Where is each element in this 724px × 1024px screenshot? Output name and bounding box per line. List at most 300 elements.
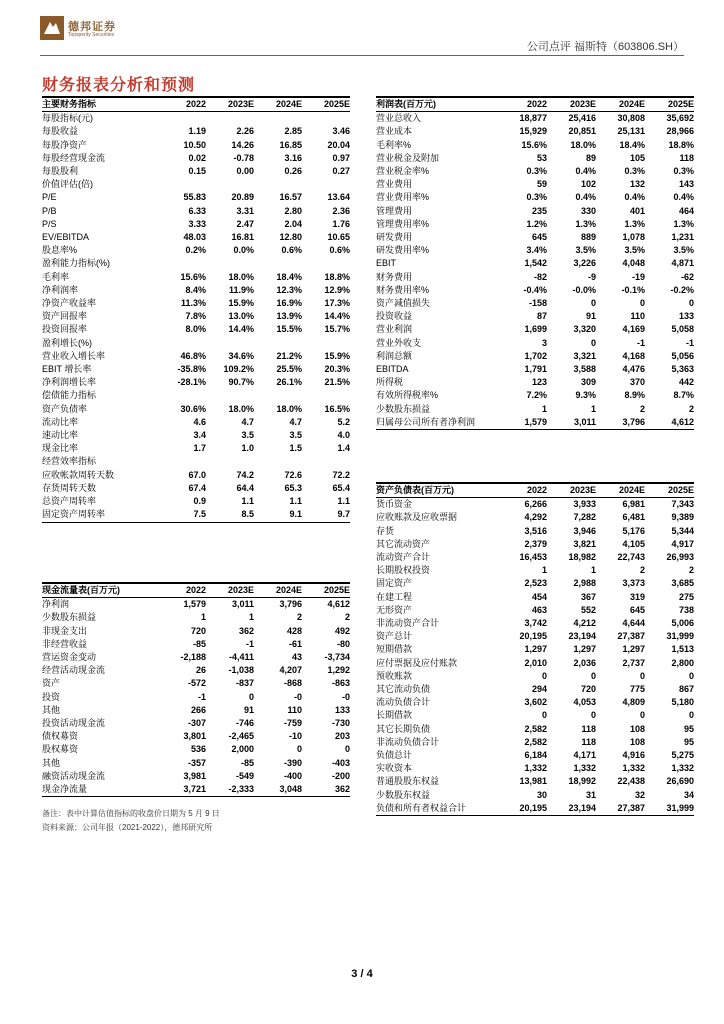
row-label: 少数股东损益 [42, 612, 97, 623]
cell-value: 1,292 [327, 665, 350, 676]
row-label: 财务费用 [376, 271, 413, 282]
year-header: 2024E [596, 483, 645, 498]
row-label: EBIT 增长率 [42, 364, 92, 375]
row-label: EBIT [376, 258, 397, 269]
cell-value: 454 [531, 591, 547, 602]
table-row [42, 482, 350, 495]
cell-value: -85 [192, 638, 206, 649]
cell-value: 110 [630, 311, 645, 322]
table-row [376, 564, 694, 577]
cell-value: 401 [629, 205, 645, 216]
cell-value: 4,871 [671, 258, 694, 269]
cell-value: 13.64 [327, 192, 350, 203]
cell-value: 0.4% [673, 192, 694, 203]
row-label: 管理费用 [376, 205, 413, 216]
cell-value: 370 [629, 377, 645, 388]
cell-value: 108 [629, 736, 645, 747]
cell-value: 5,058 [671, 324, 694, 335]
cell-value: -307 [187, 718, 206, 729]
cell-value: 55.83 [183, 192, 206, 203]
cell-value: 3,801 [183, 731, 206, 742]
table-row [42, 783, 350, 797]
cell-value: 3,685 [671, 578, 694, 589]
row-label: P/E [42, 192, 57, 203]
cell-value: 18.0% [228, 271, 254, 282]
table-row [42, 743, 350, 756]
cell-value: 5,176 [622, 525, 645, 536]
table-row [376, 297, 694, 310]
cell-value: 1 [200, 612, 206, 623]
cell-value: 3,933 [573, 499, 596, 510]
cell-value: 18.4% [276, 271, 302, 282]
row-label: 资产减值损失 [376, 298, 431, 309]
cell-value: 6,184 [524, 750, 547, 761]
cell-value: 4,105 [622, 538, 645, 549]
row-label: 财务费用率% [376, 284, 430, 295]
cell-value: 1,297 [573, 644, 596, 655]
cell-value: 1,702 [524, 350, 547, 361]
table-row [376, 802, 694, 816]
cell-value: 3,588 [573, 364, 596, 375]
cell-value [254, 178, 302, 191]
cell-value [302, 178, 350, 191]
cell-value: 4,916 [622, 750, 645, 761]
cell-value [254, 112, 302, 126]
cell-value: 4,212 [573, 618, 596, 629]
cell-value: 12.80 [279, 232, 302, 243]
cell-value: 3,320 [573, 324, 596, 335]
cell-value: 11.3% [180, 298, 206, 309]
cell-value: 15.6% [521, 139, 547, 150]
row-label: EBITDA [376, 364, 409, 375]
cell-value: 1,332 [524, 763, 547, 774]
table-row [376, 577, 694, 590]
cell-value: 14.4% [228, 324, 254, 335]
table-row [376, 498, 694, 512]
cell-value: 11.9% [228, 284, 254, 295]
cell-value: 1,542 [524, 258, 547, 269]
cell-value: -759 [283, 718, 302, 729]
cell-value: 20,195 [519, 631, 547, 642]
row-label: 长期股权投资 [376, 565, 431, 576]
cell-value: 30.6% [180, 403, 206, 414]
cell-value: 18,877 [519, 113, 547, 124]
cell-value: 1.4 [337, 443, 350, 454]
row-label: 投资活动现金流 [42, 718, 106, 729]
cell-value: 362 [238, 625, 254, 636]
cell-value: 25,416 [568, 113, 596, 124]
cell-value [206, 257, 254, 270]
row-label: 每股经营现金流 [42, 152, 106, 163]
table-row [42, 664, 350, 677]
cell-value: 21.5% [324, 377, 350, 388]
table-row [42, 638, 350, 651]
table-row [42, 717, 350, 730]
cell-value: 22,743 [617, 552, 645, 563]
cell-value: -572 [187, 678, 206, 689]
cell-value: 16.81 [231, 232, 254, 243]
row-label: 净利润增长率 [42, 377, 97, 388]
cell-value: -4,411 [228, 652, 254, 663]
cell-value: 13,981 [519, 776, 547, 787]
cell-value: -400 [283, 770, 302, 781]
table-row [42, 191, 350, 204]
cell-value: 8.0% [185, 324, 206, 335]
table-row [42, 611, 350, 624]
cell-value: 0 [639, 298, 645, 309]
cell-value: 3.5 [289, 430, 302, 441]
cell-value: 4,612 [327, 599, 350, 610]
cell-value [254, 337, 302, 350]
row-label: 其它流动资产 [376, 538, 431, 549]
table-row [42, 677, 350, 690]
cell-value: 775 [629, 684, 645, 695]
cell-value: 3,516 [524, 525, 547, 536]
cell-value [254, 389, 302, 402]
cell-value: 235 [531, 205, 547, 216]
year-header: 2023E [206, 97, 254, 112]
cell-value: 2,379 [524, 538, 547, 549]
cell-value: -0.78 [233, 152, 254, 163]
cell-value: 2 [688, 565, 694, 576]
cell-value: 294 [531, 684, 547, 695]
table-row [42, 389, 350, 402]
cell-value: 330 [580, 205, 596, 216]
year-header: 2024E [254, 97, 302, 112]
cell-value: 1,332 [622, 763, 645, 774]
row-label: 少数股东权益 [376, 789, 431, 800]
row-label: 经营活动现金流 [42, 665, 106, 676]
cell-value: 18,992 [568, 776, 596, 787]
cell-value: 3,011 [547, 416, 596, 430]
cell-value: 275 [678, 591, 694, 602]
cell-value: 20,195 [498, 802, 547, 816]
table-row [376, 205, 694, 218]
cell-value: 18,982 [568, 552, 596, 563]
balance-sheet-table [376, 482, 694, 816]
logo-text-cn: 德邦证券 [68, 21, 116, 33]
table-row [376, 125, 694, 138]
cell-value: 12.3% [276, 284, 302, 295]
row-label: 投资回报率 [42, 324, 88, 335]
table-row [376, 178, 694, 191]
cell-value: 27,387 [617, 631, 645, 642]
table-row [376, 284, 694, 297]
row-label: 其它长期负债 [376, 723, 431, 734]
row-label: 速动比率 [42, 430, 79, 441]
table-row [42, 125, 350, 138]
cell-value: 4,207 [279, 665, 302, 676]
cell-value: 48.03 [183, 232, 206, 243]
cell-value: 8.7% [673, 390, 694, 401]
cell-value: 0 [688, 670, 694, 681]
cell-value: 720 [190, 625, 206, 636]
cell-value: 492 [334, 625, 350, 636]
cell-value: 15,929 [519, 126, 547, 137]
cell-value [206, 178, 254, 191]
cell-value: 15.7% [324, 324, 350, 335]
row-label: 负债总计 [376, 750, 413, 761]
cell-value: 90.7% [228, 377, 254, 388]
cell-value [302, 112, 350, 126]
cell-value: 22,438 [617, 776, 645, 787]
cell-value: -1 [197, 691, 206, 702]
cell-value: 0 [248, 691, 254, 702]
cell-value: -3,734 [324, 652, 350, 663]
cell-value: 6,981 [622, 499, 645, 510]
cell-value: 95 [683, 736, 694, 747]
cell-value: 6,266 [524, 499, 547, 510]
table-row [376, 591, 694, 604]
table-row [42, 704, 350, 717]
cell-value: 4,476 [622, 364, 645, 375]
cell-value: 2.80 [284, 205, 302, 216]
year-header: 2022 [498, 97, 547, 112]
row-label: 净资产收益率 [42, 298, 97, 309]
table-row [376, 271, 694, 284]
row-label: 资产总计 [376, 631, 413, 642]
cell-value: -403 [331, 757, 350, 768]
cell-value: 1,231 [671, 232, 694, 243]
cell-value: -2,188 [180, 652, 206, 663]
cell-value: 6.33 [188, 205, 206, 216]
table-row [376, 416, 694, 430]
table-row [376, 630, 694, 643]
cell-value: 27,387 [596, 802, 645, 816]
row-label: 营业总收入 [376, 113, 422, 124]
row-label: 总资产周转率 [42, 496, 97, 507]
year-header: 2022 [158, 583, 206, 598]
cell-value: 0.02 [188, 152, 206, 163]
cell-value: 5,180 [671, 697, 694, 708]
cell-value: 34 [683, 789, 694, 800]
cell-value: 1,332 [671, 763, 694, 774]
cell-value: -0 [341, 691, 350, 702]
table-row [376, 403, 694, 416]
cell-value: 1.19 [188, 126, 206, 137]
row-label: 价值评估(倍) [42, 179, 93, 190]
row-label: 预收账款 [376, 670, 413, 681]
cell-value: 1.76 [332, 218, 350, 229]
row-label: 流动负债合计 [376, 697, 431, 708]
cell-value: 14.4% [324, 311, 350, 322]
cell-value: 12.9% [324, 284, 350, 295]
table-row [376, 551, 694, 564]
cell-value: -390 [283, 757, 302, 768]
cell-value: 645 [531, 232, 547, 243]
row-label: 营业成本 [376, 126, 413, 137]
row-label: 营业费用 [376, 179, 413, 190]
cell-value [158, 112, 206, 126]
cell-value: 266 [190, 704, 206, 715]
cell-value: 15.5% [276, 324, 302, 335]
row-label: 应收帐款周转天数 [42, 469, 115, 480]
table-row [376, 775, 694, 788]
table-row [42, 508, 350, 522]
cell-value: 4,048 [622, 258, 645, 269]
cell-value: 2,800 [671, 657, 694, 668]
section-title: 财务报表分析和预测 [42, 77, 196, 94]
cell-value: 1,699 [524, 324, 547, 335]
cell-value [254, 455, 302, 468]
row-label: 净利润率 [42, 284, 79, 295]
cell-value: 74.2 [236, 469, 254, 480]
cell-value: -1 [685, 337, 694, 348]
cell-value: 1.1 [289, 496, 302, 507]
table-row [42, 323, 350, 336]
cell-value: 4,612 [645, 416, 694, 430]
cell-value: 15.9% [324, 350, 350, 361]
row-label: 其他 [42, 757, 61, 768]
row-label: 现金净流量 [42, 783, 158, 797]
main-indicators-table [42, 96, 350, 523]
row-label: 管理费用率% [376, 218, 430, 229]
row-label: 毛利率% [376, 139, 412, 150]
cell-value: -61 [288, 638, 302, 649]
cell-value: 645 [629, 604, 645, 615]
cell-value: 13.0% [228, 311, 254, 322]
header-divider [40, 55, 684, 56]
table-row [42, 730, 350, 743]
table-title: 资产负债表(百万元) [376, 483, 498, 498]
cell-value: 1,332 [573, 763, 596, 774]
cell-value: 0 [590, 710, 596, 721]
row-label: 在建工程 [376, 591, 413, 602]
row-label: 长期借款 [376, 710, 413, 721]
income-statement-table [376, 96, 694, 430]
cell-value [206, 389, 254, 402]
cell-value: 1.0 [241, 443, 254, 454]
cell-value: 23,194 [547, 802, 596, 816]
row-label: 非现金支出 [42, 625, 88, 636]
cell-value: 20.04 [327, 139, 350, 150]
table-row [42, 244, 350, 257]
cell-value: 3,796 [279, 599, 302, 610]
cell-value: 3,226 [573, 258, 596, 269]
cell-value: 9.1 [254, 508, 302, 522]
cell-value: -35.8% [177, 364, 206, 375]
cell-value: 16.57 [279, 192, 302, 203]
valuation-note: 备注：表中计算估值指标的收盘价日期为 5 月 9 日 [42, 809, 220, 818]
cell-value: 109.2% [223, 364, 254, 375]
table-row [376, 231, 694, 244]
table-row [376, 337, 694, 350]
table-row [42, 218, 350, 231]
cell-value: 1,791 [524, 364, 547, 375]
cell-value: 118 [679, 152, 694, 163]
cell-value: 3.46 [332, 126, 350, 137]
row-label: 无形资产 [376, 604, 413, 615]
cell-value: 118 [581, 723, 596, 734]
cell-value: 67.4 [188, 482, 206, 493]
table-row [42, 442, 350, 455]
cell-value: 2,737 [622, 657, 645, 668]
cell-value: 105 [629, 152, 645, 163]
row-label: 固定资产周转率 [42, 508, 158, 522]
cell-value: 13.9% [276, 311, 302, 322]
row-label: 营业费用率% [376, 192, 430, 203]
row-label: 利润总额 [376, 350, 413, 361]
cell-value: 0.4% [575, 166, 596, 177]
cell-value: 319 [629, 591, 645, 602]
row-label: 资产回报率 [42, 311, 88, 322]
cell-value: 0 [590, 337, 596, 348]
table-row [376, 683, 694, 696]
table-row [376, 749, 694, 762]
row-label: P/S [42, 218, 57, 229]
cell-value: 28,966 [666, 126, 694, 137]
cell-value: 132 [629, 179, 645, 190]
cell-value: 34.6% [228, 350, 254, 361]
cell-value: 4,292 [524, 512, 547, 523]
row-label: 投资收益 [376, 311, 413, 322]
row-label: 现金比率 [42, 443, 79, 454]
cell-value: 0.26 [284, 166, 302, 177]
logo-mark-icon [40, 16, 64, 40]
page-number: 3 / 4 [351, 968, 373, 980]
cell-value: -85 [240, 757, 254, 768]
cell-value: -2,333 [206, 783, 254, 797]
cell-value: 20.89 [231, 192, 254, 203]
table-row [376, 709, 694, 722]
cell-value: 2.47 [236, 218, 254, 229]
cell-value: 464 [678, 205, 694, 216]
cell-value: 16.9% [276, 298, 302, 309]
cell-value: 15.6% [180, 271, 206, 282]
cell-value: 143 [678, 179, 694, 190]
cell-value: 720 [580, 684, 596, 695]
table-row [376, 525, 694, 538]
cell-value: 26.1% [276, 377, 302, 388]
cell-value: 30 [536, 789, 547, 800]
cell-value: 2 [688, 403, 694, 414]
cell-value: -82 [533, 271, 547, 282]
cell-value: 3.4% [526, 245, 547, 256]
cell-value [158, 455, 206, 468]
cell-value: 0 [639, 670, 645, 681]
cell-value: 7.8% [185, 311, 206, 322]
cell-value: 1 [248, 612, 254, 623]
cell-value: 4,644 [622, 618, 645, 629]
row-label: P/B [42, 205, 57, 216]
row-label: 融资活动现金流 [42, 770, 106, 781]
cell-value: 1 [541, 565, 547, 576]
cell-value: 8.5 [206, 508, 254, 522]
table-row [376, 323, 694, 336]
year-header: 2025E [645, 483, 694, 498]
row-label: 非流动资产合计 [376, 618, 440, 629]
cell-value: 2,582 [524, 723, 547, 734]
cell-value: 30,808 [617, 113, 645, 124]
table-row [42, 625, 350, 638]
cell-value: -0.2% [670, 284, 694, 295]
cell-value [206, 112, 254, 126]
cell-value: 102 [580, 179, 596, 190]
row-label: 货币资金 [376, 499, 413, 510]
table-row [42, 403, 350, 416]
cell-value: 0 [590, 298, 596, 309]
source-note: 资料来源：公司年报（2021-2022），德邦研究所 [42, 823, 213, 832]
cell-value: -28.1% [177, 377, 206, 388]
table-row [42, 152, 350, 165]
cell-value: 3,981 [183, 770, 206, 781]
cell-value: 25.5% [276, 364, 302, 375]
cell-value: 362 [302, 783, 350, 797]
row-label: 实收资本 [376, 763, 413, 774]
cell-value: 3,721 [158, 783, 206, 797]
cell-value: 3.4 [193, 430, 206, 441]
cell-value: 1,297 [524, 644, 547, 655]
